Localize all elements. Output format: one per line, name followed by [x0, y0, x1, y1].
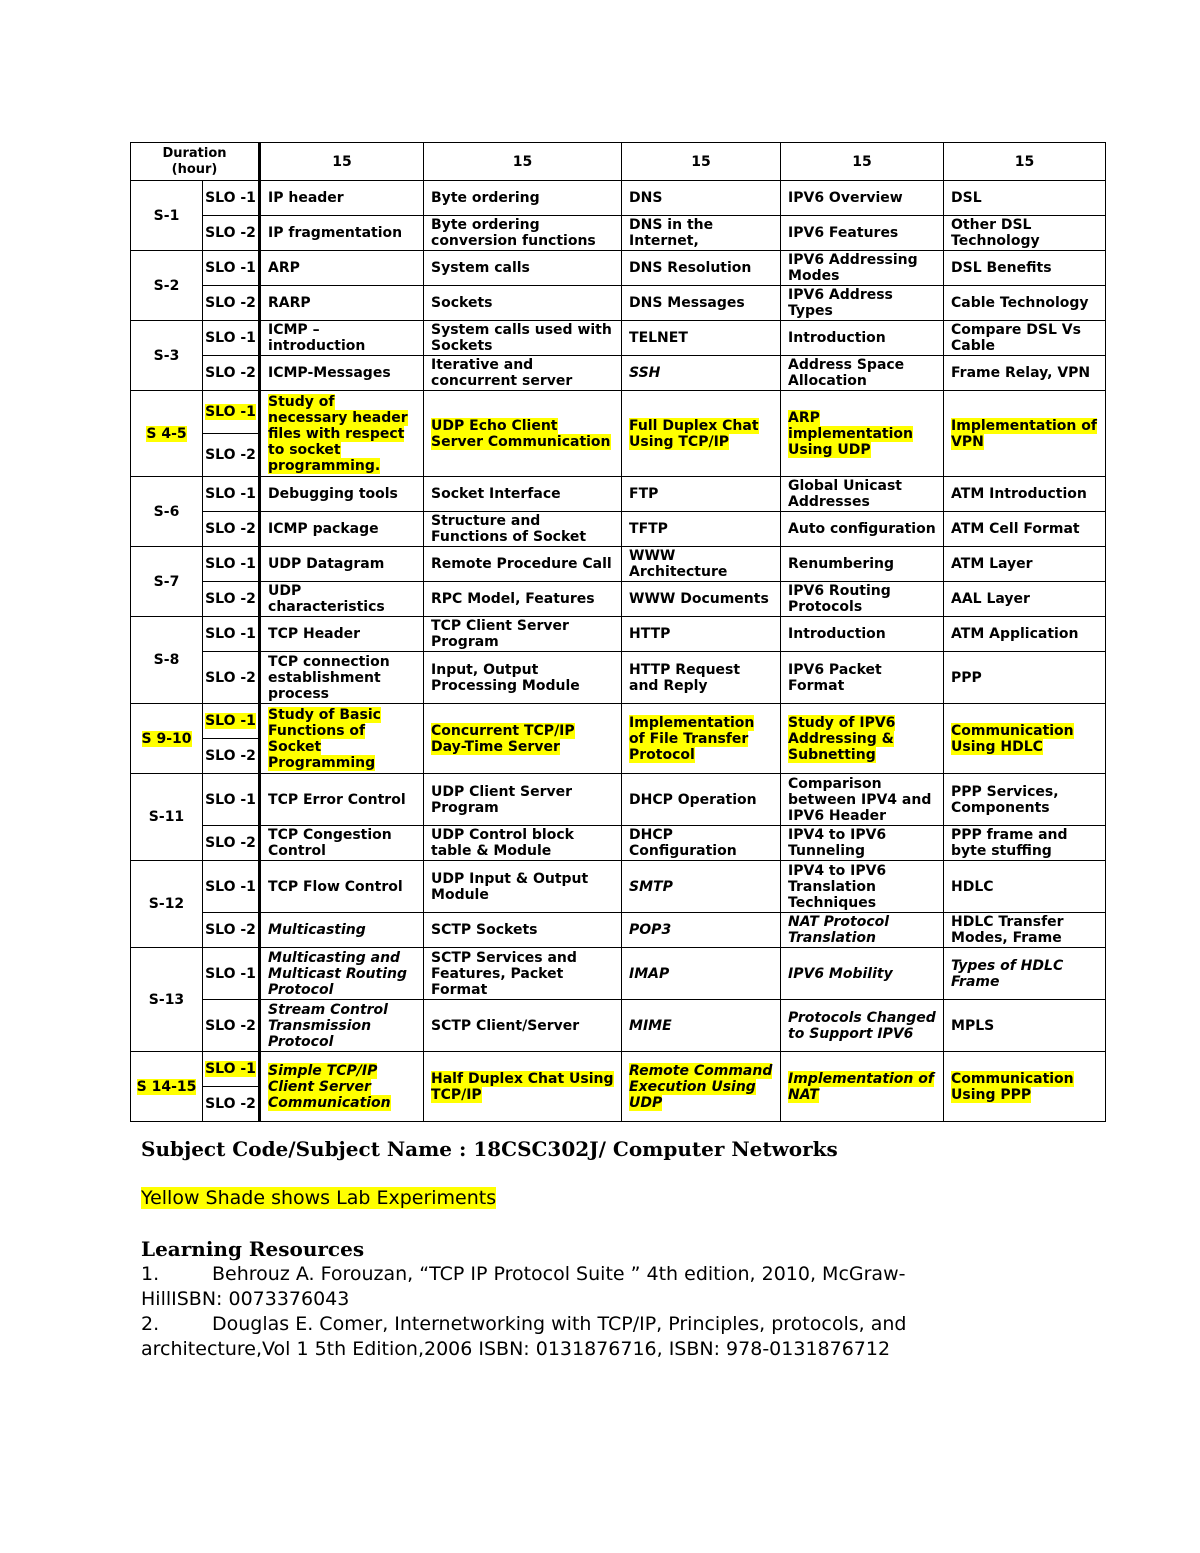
session-label: S-13 [131, 948, 203, 1052]
duration-header: Duration (hour) [131, 143, 260, 181]
table-cell: ATM Application [944, 617, 1106, 652]
table-cell: Auto configuration [781, 512, 944, 547]
session-label: S-1 [131, 181, 203, 251]
table-cell: Introduction [781, 321, 944, 356]
reference-item [141, 1262, 1041, 1312]
session-label [131, 391, 203, 477]
table-cell: Byte ordering [424, 181, 622, 216]
table-cell: WWW Documents [622, 582, 781, 617]
hours-cell: 15 [622, 143, 781, 181]
table-cell: IP header [260, 181, 424, 216]
lab-experiment: Study of Basic Functions of Socket Programming [268, 706, 381, 771]
lab-experiment: UDP Echo Client Server Communication [431, 417, 611, 450]
table-row [131, 251, 1106, 286]
table-cell: IPV6 Addressing Modes [781, 251, 944, 286]
table-row [131, 1000, 1106, 1052]
slo-label: SLO -2 [203, 512, 260, 547]
lab-experiment: Implementation of File Transfer Protocol [629, 714, 755, 763]
lab-cell [944, 704, 1106, 774]
lab-cell [622, 704, 781, 774]
table-row [131, 286, 1106, 321]
table-cell: IPV6 Routing Protocols [781, 582, 944, 617]
table-cell: Byte ordering conversion functions [424, 216, 622, 251]
lab-cell [622, 391, 781, 477]
table-cell: SCTP Client/Server [424, 1000, 622, 1052]
lab-cell [260, 391, 424, 477]
table-row [131, 652, 1106, 704]
table-cell: ATM Introduction [944, 477, 1106, 512]
lab-experiment: Implementation of NAT [788, 1070, 934, 1103]
table-cell: Renumbering [781, 547, 944, 582]
table-cell: IPV6 Overview [781, 181, 944, 216]
table-cell: Remote Procedure Call [424, 547, 622, 582]
lab-experiment: Communication Using PPP [951, 1070, 1074, 1103]
lab-experiment: Communication Using HDLC [951, 722, 1074, 755]
table-cell: TCP Congestion Control [260, 826, 424, 861]
table-cell: Multicasting [260, 913, 424, 948]
slo-label: SLO -1 [203, 251, 260, 286]
slo-label [203, 704, 260, 739]
slo-label: SLO -2 [203, 216, 260, 251]
lab-cell [424, 1052, 622, 1122]
reference-number: 2. [141, 1313, 160, 1335]
table-cell: FTP [622, 477, 781, 512]
slo-label: SLO -1 [203, 477, 260, 512]
lab-cell [260, 704, 424, 774]
table-row [131, 512, 1106, 547]
hours-cell: 15 [944, 143, 1106, 181]
lab-cell [944, 391, 1106, 477]
lab-cell [622, 1052, 781, 1122]
table-cell: HTTP Request and Reply [622, 652, 781, 704]
hours-cell: 15 [260, 143, 424, 181]
lab-cell [260, 1052, 424, 1122]
lab-cell [424, 391, 622, 477]
session-label [131, 704, 203, 774]
table-cell: TCP Client Server Program [424, 617, 622, 652]
slo-label: SLO -2 [203, 1087, 260, 1122]
syllabus-table [130, 142, 1106, 1122]
slo-label: SLO -2 [203, 286, 260, 321]
slo-label: SLO -1 [203, 181, 260, 216]
table-cell: Address Space Allocation [781, 356, 944, 391]
table-cell: IMAP [622, 948, 781, 1000]
table-cell: DSL Benefits [944, 251, 1106, 286]
table-cell: Compare DSL Vs Cable [944, 321, 1106, 356]
table-cell: POP3 [622, 913, 781, 948]
lab-experiment: Study of IPV6 Addressing & Subnetting [788, 714, 896, 763]
table-cell: Structure and Functions of Socket [424, 512, 622, 547]
table-row [131, 774, 1106, 826]
learning-resources-title: Learning Resources [141, 1237, 365, 1261]
table-cell: Iterative and concurrent server [424, 356, 622, 391]
table-cell: UDP Client Server Program [424, 774, 622, 826]
reference-number: 1. [141, 1263, 160, 1285]
table-cell: TCP connection establishment process [260, 652, 424, 704]
session-label: S-6 [131, 477, 203, 547]
table-cell: DHCP Operation [622, 774, 781, 826]
table-cell: HTTP [622, 617, 781, 652]
table-cell: TFTP [622, 512, 781, 547]
lab-cell [424, 704, 622, 774]
lab-experiment: Remote Command Execution Using UDP [629, 1062, 773, 1111]
table-cell: SCTP Sockets [424, 913, 622, 948]
table-cell: SMTP [622, 861, 781, 913]
slo-label: SLO -2 [203, 582, 260, 617]
table-row [131, 321, 1106, 356]
session-label: S-2 [131, 251, 203, 321]
reference-text: HillISBN: 0073376043 [141, 1288, 350, 1310]
hours-cell: 15 [424, 143, 622, 181]
reference-text: Behrouz A. Forouzan, “TCP IP Protocol Suite ” 4th edition, 2010, McGraw- [212, 1263, 906, 1285]
table-cell: ICMP – introduction [260, 321, 424, 356]
session-label [131, 1052, 203, 1122]
reference-item [141, 1312, 1041, 1362]
table-cell: Comparison between IPV4 and IPV6 Header [781, 774, 944, 826]
table-cell: PPP frame and byte stuffing [944, 826, 1106, 861]
session-label: S-8 [131, 617, 203, 704]
table-row [131, 861, 1106, 913]
subject-line: Subject Code/Subject Name : 18CSC302J/ Computer Networks [141, 1137, 838, 1161]
lab-experiment: ARP implementation Using UDP [788, 409, 913, 458]
table-cell: Other DSL Technology [944, 216, 1106, 251]
table-row [131, 826, 1106, 861]
session-label: S-7 [131, 547, 203, 617]
table-cell: IPV6 Packet Format [781, 652, 944, 704]
slo-label: SLO -1 [203, 617, 260, 652]
table-cell: DSL [944, 181, 1106, 216]
slo-label [203, 391, 260, 434]
lab-session-label: S 14-15 [136, 1078, 197, 1095]
table-cell: UDP characteristics [260, 582, 424, 617]
table-row [131, 617, 1106, 652]
slo-label [203, 1052, 260, 1087]
table-cell: UDP Control block table & Module [424, 826, 622, 861]
slo-label: SLO -2 [203, 739, 260, 774]
table-cell: ATM Cell Format [944, 512, 1106, 547]
slo-label: SLO -2 [203, 434, 260, 477]
table-cell: Sockets [424, 286, 622, 321]
table-cell: Input, Output Processing Module [424, 652, 622, 704]
table-cell: IPV6 Mobility [781, 948, 944, 1000]
lab-experiment: Implementation of VPN [951, 417, 1097, 450]
table-cell: PPP Services, Components [944, 774, 1106, 826]
table-cell: Cable Technology [944, 286, 1106, 321]
table-cell: SCTP Services and Features, Packet Format [424, 948, 622, 1000]
reference-text: architecture,Vol 1 5th Edition,2006 ISBN: 0131876716, ISBN: 978-0131876712 [141, 1338, 891, 1360]
table-row [131, 356, 1106, 391]
table-row [131, 477, 1106, 512]
table-cell: Global Unicast Addresses [781, 477, 944, 512]
lab-experiment: Simple TCP/IP Client Server Communication [268, 1062, 391, 1111]
lab-slo-label: SLO -1 [205, 404, 256, 420]
table-cell: Stream Control Transmission Protocol [260, 1000, 424, 1052]
lab-cell [781, 1052, 944, 1122]
table-cell: ICMP-Messages [260, 356, 424, 391]
table-header-row [131, 143, 1106, 181]
slo-label: SLO -1 [203, 547, 260, 582]
table-cell: TCP Flow Control [260, 861, 424, 913]
hours-cell: 15 [781, 143, 944, 181]
slo-label: SLO -2 [203, 1000, 260, 1052]
table-row [131, 216, 1106, 251]
lab-slo-label: SLO -1 [205, 1061, 256, 1077]
lab-legend-text: Yellow Shade shows Lab Experiments [141, 1187, 497, 1209]
table-cell: AAL Layer [944, 582, 1106, 617]
table-cell: SSH [622, 356, 781, 391]
lab-experiment: Study of necessary header files with respect to socket programming. [268, 393, 408, 474]
lab-experiment: Concurrent TCP/IP Day-Time Server [431, 722, 575, 755]
table-cell: IPV6 Address Types [781, 286, 944, 321]
slo-label: SLO -1 [203, 948, 260, 1000]
table-cell: TCP Header [260, 617, 424, 652]
table-cell: DNS Messages [622, 286, 781, 321]
lab-cell [944, 1052, 1106, 1122]
slo-label: SLO -2 [203, 652, 260, 704]
table-cell: Types of HDLC Frame [944, 948, 1106, 1000]
slo-label: SLO -2 [203, 356, 260, 391]
table-cell: Socket Interface [424, 477, 622, 512]
lab-experiment: Half Duplex Chat Using TCP/IP [431, 1070, 614, 1103]
table-cell: HDLC [944, 861, 1106, 913]
lab-cell [781, 391, 944, 477]
table-cell: NAT Protocol Translation [781, 913, 944, 948]
slo-label: SLO -1 [203, 321, 260, 356]
lab-cell [781, 704, 944, 774]
table-cell: DNS [622, 181, 781, 216]
table-cell: UDP Datagram [260, 547, 424, 582]
session-label: S-11 [131, 774, 203, 861]
table-cell: WWW Architecture [622, 547, 781, 582]
table-cell: TCP Error Control [260, 774, 424, 826]
table-cell: HDLC Transfer Modes, Frame [944, 913, 1106, 948]
slo-label: SLO -2 [203, 913, 260, 948]
table-cell: RPC Model, Features [424, 582, 622, 617]
slo-label: SLO -1 [203, 774, 260, 826]
table-row [131, 704, 1106, 739]
lab-experiment: Full Duplex Chat Using TCP/IP [629, 417, 759, 450]
table-row [131, 1052, 1106, 1087]
table-cell: IPV4 to IPV6 Translation Techniques [781, 861, 944, 913]
table-cell: IP fragmentation [260, 216, 424, 251]
session-label: S-12 [131, 861, 203, 948]
slo-label: SLO -1 [203, 861, 260, 913]
table-cell: Protocols Changed to Support IPV6 [781, 1000, 944, 1052]
table-cell: DNS Resolution [622, 251, 781, 286]
table-row [131, 582, 1106, 617]
table-row [131, 181, 1106, 216]
table-cell: TELNET [622, 321, 781, 356]
table-cell: DNS in the Internet, [622, 216, 781, 251]
table-cell: ARP [260, 251, 424, 286]
lab-slo-label: SLO -1 [205, 713, 256, 729]
table-cell: RARP [260, 286, 424, 321]
lab-session-label: S 9-10 [141, 730, 192, 747]
session-label: S-3 [131, 321, 203, 391]
table-row [131, 391, 1106, 434]
table-cell: MPLS [944, 1000, 1106, 1052]
table-cell: IPV4 to IPV6 Tunneling [781, 826, 944, 861]
table-cell: PPP [944, 652, 1106, 704]
table-cell: Multicasting and Multicast Routing Protocol [260, 948, 424, 1000]
reference-text: Douglas E. Comer, Internetworking with TCP/IP, Principles, protocols, and [212, 1313, 907, 1335]
table-cell: System calls [424, 251, 622, 286]
lab-session-label: S 4-5 [146, 425, 187, 442]
table-cell: DHCP Configuration [622, 826, 781, 861]
table-row [131, 948, 1106, 1000]
table-cell: UDP Input & Output Module [424, 861, 622, 913]
table-row [131, 913, 1106, 948]
slo-label: SLO -2 [203, 826, 260, 861]
table-cell: System calls used with Sockets [424, 321, 622, 356]
table-cell: Introduction [781, 617, 944, 652]
table-row [131, 547, 1106, 582]
table-cell: ICMP package [260, 512, 424, 547]
table-cell: Debugging tools [260, 477, 424, 512]
table-cell: Frame Relay, VPN [944, 356, 1106, 391]
lab-legend [141, 1187, 496, 1209]
table-cell: MIME [622, 1000, 781, 1052]
table-cell: ATM Layer [944, 547, 1106, 582]
table-cell: IPV6 Features [781, 216, 944, 251]
